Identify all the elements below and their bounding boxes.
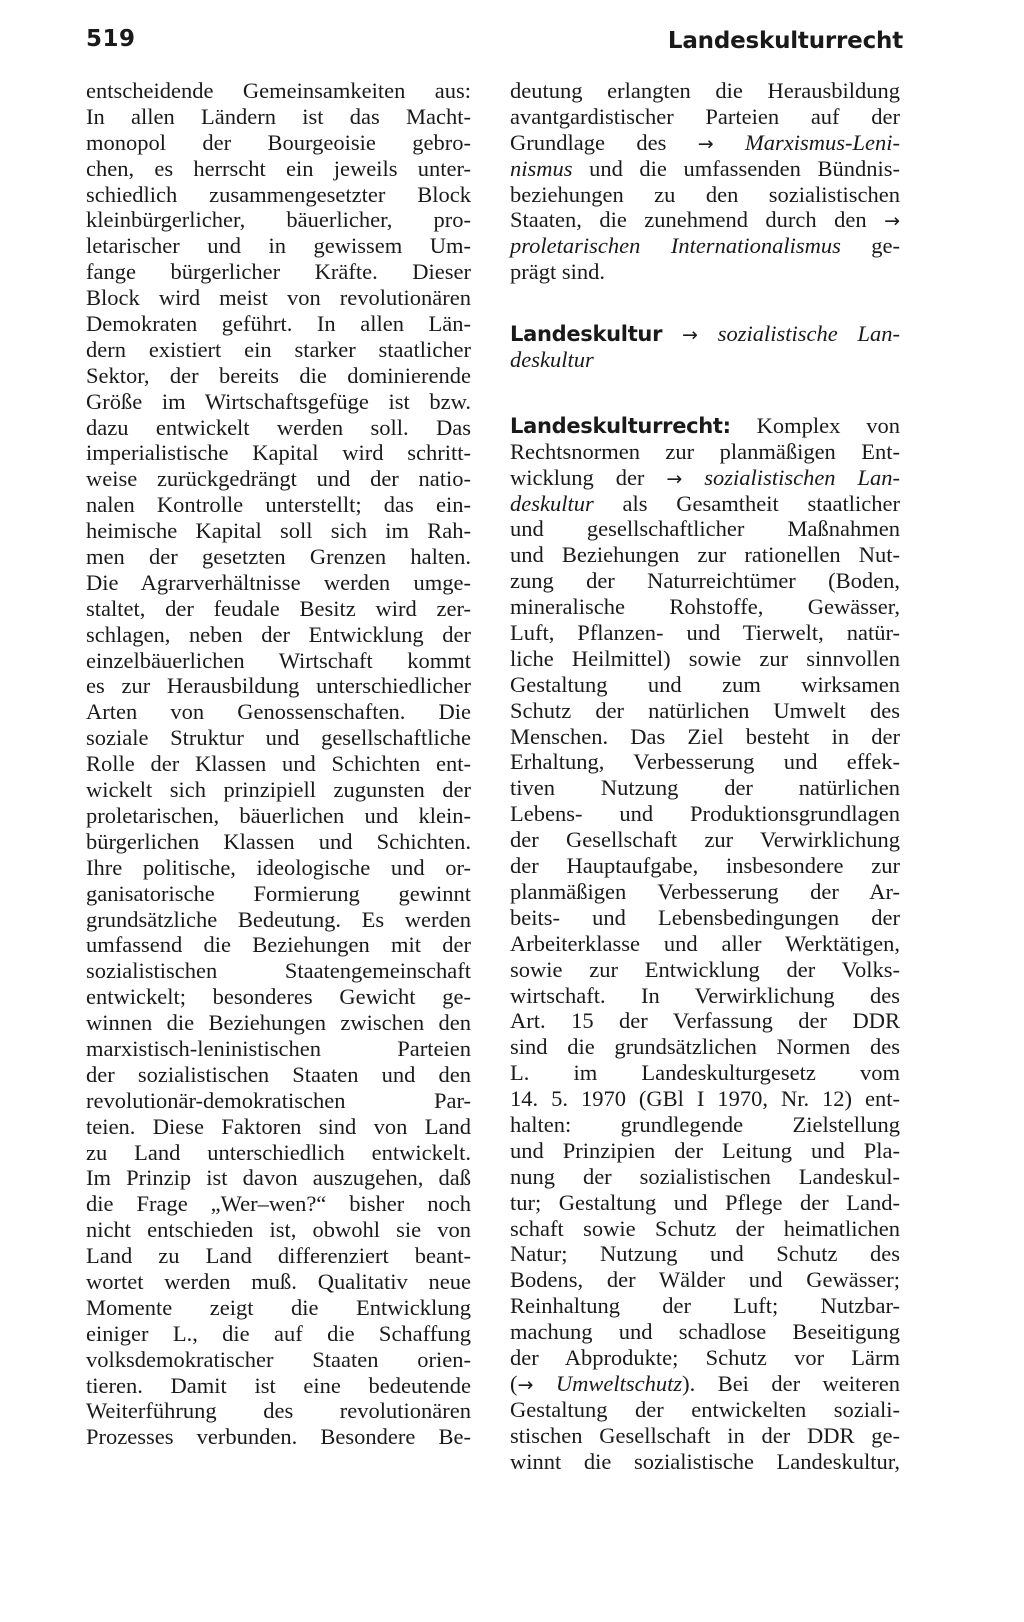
text-line: Demokraten geführt. In allen Län-	[86, 311, 471, 337]
text-line: Reinhaltung der Luft; Nutzbar-	[510, 1293, 900, 1319]
text-line: winnen die Beziehungen zwischen den	[86, 1010, 471, 1036]
text-line: wirtschaft. In Verwirklichung des	[510, 982, 900, 1008]
cross-reference-umweltschutz[interactable]: Umweltschutz	[555, 1370, 683, 1396]
text-line: dern existiert ein starker staatlicher	[86, 336, 471, 362]
text-line: Lebens- und Produktionsgrundlagen	[510, 801, 900, 827]
text-line: marxistisch-leninistischen Parteien	[86, 1035, 471, 1061]
text-line: wickelt sich prinzipiell zugunsten der	[86, 777, 471, 803]
headword-landeskultur: Landeskultur	[510, 322, 663, 347]
text-line: tur; Gestaltung und Pflege der Land-	[510, 1189, 900, 1215]
text-line: Erhaltung, Verbesserung und effek-	[510, 749, 900, 775]
cross-reference-sozialistische-landeskultur[interactable]: sozialistische Lan-	[717, 321, 901, 347]
entry-body-tail	[510, 1397, 900, 1475]
text-line: deutung erlangten die Herausbildung	[510, 78, 900, 103]
text-line: Arten von Genossenschaften. Die	[86, 699, 471, 725]
text-line: Ihre politische, ideologische und or-	[86, 854, 471, 880]
text-line: entwickelt; besonderes Gewicht ge-	[86, 984, 471, 1010]
entry-landeskulturrecht-line	[510, 413, 900, 439]
text-line: beits- und Lebensbedingungen der	[510, 904, 900, 930]
text-line: beziehungen zu den sozialistischen	[510, 181, 900, 207]
text-line: sind die grundsätzlichen Normen des	[510, 1034, 900, 1060]
text-line: kleinbürgerlicher, bäuerlicher, pro-	[86, 207, 471, 233]
text-line	[510, 207, 900, 233]
text-line: Die Agrarverhältnisse werden umge-	[86, 569, 471, 595]
text-line: nung der sozialistischen Landeskul-	[510, 1163, 900, 1189]
text-line: men der gesetzten Grenzen halten.	[86, 544, 471, 570]
entry-body	[510, 516, 900, 1370]
text-line: und Prinzipien der Leitung und Pla-	[510, 1137, 900, 1163]
cross-reference-arrow-icon: →	[517, 1373, 534, 1396]
text-line: monopol der Bourgeoisie gebro-	[86, 129, 471, 155]
text-line: mineralische Rohstoffe, Gewässer,	[510, 594, 900, 620]
text-line: Block wird meist von revolutionären	[86, 285, 471, 311]
running-head: Landeskulturrecht	[667, 28, 903, 54]
text-line: fange bürgerlicher Kräfte. Dieser	[86, 259, 471, 285]
text-line: schlagen, neben der Entwicklung der	[86, 621, 471, 647]
text-line: und Beziehungen zur rationellen Nut-	[510, 542, 900, 568]
text-line: L. im Landeskulturgesetz vom	[510, 1060, 900, 1086]
text-line: volksdemokratischer Staaten orien-	[86, 1346, 471, 1372]
paragraph-gap	[510, 373, 900, 413]
right-column	[510, 78, 900, 1474]
text-line: zung der Naturreichtümer (Boden,	[510, 568, 900, 594]
paragraph-gap	[510, 285, 900, 321]
cross-reference-sozialistische-landeskultur-cont[interactable]: deskultur	[510, 347, 594, 373]
text-line: wortet werden muß. Qualitativ neue	[86, 1268, 471, 1294]
text-line: heimische Kapital soll sich im Rah-	[86, 518, 471, 544]
page-number: 519	[86, 26, 136, 52]
text-line: entscheidende Gemeinsamkeiten aus:	[86, 78, 471, 103]
text-line: einiger L., die auf die Schaffung	[86, 1320, 471, 1346]
cross-reference-proletarischer-internationalismus[interactable]: proletarischen Internationalismus	[510, 233, 841, 259]
text-fragment: und die umfassenden Bündnis-	[572, 155, 900, 181]
text-line: Größe im Wirtschaftsgefüge ist bzw.	[86, 388, 471, 414]
entry-landeskultur-line	[510, 321, 900, 347]
text-line: teien. Diese Faktoren sind von Land	[86, 1113, 471, 1139]
text-line: proletarischen, bäuerlichen und klein-	[86, 802, 471, 828]
text-line: stischen Gesellschaft in der DDR ge-	[510, 1422, 900, 1448]
text-line: schaft sowie Schutz der heimatlichen	[510, 1215, 900, 1241]
text-line	[510, 491, 900, 517]
cross-reference-sozialistische-landeskultur-2-cont[interactable]: deskultur	[510, 490, 594, 516]
text-line: der sozialistischen Staaten und den	[86, 1061, 471, 1087]
text-line	[510, 130, 900, 156]
text-line: staltet, der feudale Besitz wird zer-	[86, 595, 471, 621]
text-line: Prozesses verbunden. Besondere Be-	[86, 1424, 471, 1450]
text-line: die Frage „Wer–wen?“ bisher noch	[86, 1191, 471, 1217]
text-line: liche Heilmittel) sowie zur sinnvollen	[510, 645, 900, 671]
text-line	[510, 156, 900, 182]
text-line: Natur; Nutzung und Schutz des	[510, 1241, 900, 1267]
text-line: Art. 15 der Verfassung der DDR	[510, 1008, 900, 1034]
text-line: letarischer und in gewissem Um-	[86, 233, 471, 259]
text-fragment: Grundlage des	[510, 129, 667, 155]
text-line: Land zu Land differenziert beant-	[86, 1243, 471, 1269]
text-line: dazu entwickelt werden soll. Das	[86, 414, 471, 440]
cross-reference-marxismus-leninismus-cont[interactable]: nismus	[510, 155, 573, 181]
cross-reference-marxismus-leninismus[interactable]: Marxismus-Leni-	[745, 129, 900, 155]
text-line: und gesellschaftlicher Maßnahmen	[510, 516, 900, 542]
text-line: winnt die sozialistische Landeskultur,	[510, 1448, 900, 1474]
text-line	[510, 465, 900, 491]
text-line: der Abprodukte; Schutz vor Lärm	[510, 1344, 900, 1370]
text-line: umfassend die Beziehungen mit der	[86, 932, 471, 958]
text-line: Rolle der Klassen und Schichten ent-	[86, 751, 471, 777]
left-column	[86, 78, 471, 1450]
text-line: Sektor, der bereits die dominierende	[86, 362, 471, 388]
text-line: Gestaltung der entwickelten soziali-	[510, 1396, 900, 1422]
text-line: Schutz der natürlichen Umwelt des	[510, 697, 900, 723]
text-line: einzelbäuerlichen Wirtschaft kommt	[86, 647, 471, 673]
text-line: grundsätzliche Bedeutung. Es werden	[86, 906, 471, 932]
text-line: nicht entschieden ist, obwohl sie von	[86, 1217, 471, 1243]
text-line: sozialistischen Staatengemeinschaft	[86, 958, 471, 984]
cross-reference-arrow-icon: →	[666, 467, 683, 490]
text-line: schiedlich zusammengesetzter Block	[86, 181, 471, 207]
text-line: der Hauptaufgabe, insbesondere zur	[510, 853, 900, 879]
text-fragment: ge-	[840, 233, 901, 259]
cross-reference-arrow-icon: →	[884, 210, 901, 233]
text-line: nalen Kontrolle unterstellt; das ein-	[86, 492, 471, 518]
text-line: Im Prinzip ist davon auszugehen, daß	[86, 1165, 471, 1191]
text-line	[510, 233, 900, 259]
cross-reference-sozialistische-landeskultur-2[interactable]: sozialistischen Lan-	[704, 464, 901, 490]
cross-reference-arrow-icon: →	[681, 324, 698, 347]
text-fragment: Komplex von	[756, 412, 900, 438]
text-line: Gestaltung und zum wirksamen	[510, 671, 900, 697]
text-line: tieren. Damit ist eine bedeutende	[86, 1372, 471, 1398]
text-fragment: (	[510, 1370, 518, 1396]
text-line: es zur Herausbildung unterschiedlicher	[86, 673, 471, 699]
text-line: weise zurückgedrängt und der natio-	[86, 466, 471, 492]
text-line: planmäßigen Verbesserung der Ar-	[510, 878, 900, 904]
text-line	[510, 1371, 900, 1397]
text-fragment: als Gesamtheit staatlicher	[593, 490, 900, 516]
text-line: Weiterführung des revolutionären	[86, 1398, 471, 1424]
text-line: bürgerlichen Klassen und Schichten.	[86, 828, 471, 854]
text-line: soziale Struktur und gesellschaftliche	[86, 725, 471, 751]
text-line: prägt sind.	[510, 259, 605, 285]
text-line: 14. 5. 1970 (GBl I 1970, Nr. 12) ent-	[510, 1086, 900, 1112]
text-line: In allen Ländern ist das Macht-	[86, 103, 471, 129]
text-line: tiven Nutzung der natürlichen	[510, 775, 900, 801]
text-line: Menschen. Das Ziel besteht in der	[510, 723, 900, 749]
text-fragment: wicklung der	[510, 464, 645, 490]
text-line: sowie zur Entwicklung der Volks-	[510, 956, 900, 982]
text-fragment: ). Bei der weiteren	[682, 1370, 901, 1396]
text-line: Luft, Pflanzen- und Tierwelt, natür-	[510, 620, 900, 646]
text-line: der Gesellschaft zur Verwirklichung	[510, 827, 900, 853]
text-line: Momente zeigt die Entwicklung	[86, 1294, 471, 1320]
text-fragment: Staaten, die zunehmend durch den	[510, 207, 867, 233]
text-line: chen, es herrscht ein jeweils unter-	[86, 155, 471, 181]
text-line: halten: grundlegende Zielstellung	[510, 1111, 900, 1137]
text-line	[510, 347, 900, 373]
cross-reference-arrow-icon: →	[697, 132, 714, 155]
text-line: Bodens, der Wälder und Gewässer;	[510, 1267, 900, 1293]
headword-landeskulturrecht: Landeskulturrecht:	[510, 413, 731, 438]
text-line: revolutionär-demokratischen Par-	[86, 1087, 471, 1113]
text-line: zu Land unterschiedlich entwickelt.	[86, 1139, 471, 1165]
text-line: machung und schadlose Beseitigung	[510, 1319, 900, 1345]
text-line: avantgardistischer Parteien auf der	[510, 103, 900, 129]
text-line: imperialistische Kapital wird schritt-	[86, 440, 471, 466]
text-line: Rechtsnormen zur planmäßigen Ent-	[510, 438, 900, 464]
text-line: Arbeiterklasse und aller Werktätigen,	[510, 930, 900, 956]
text-line: ganisatorische Formierung gewinnt	[86, 880, 471, 906]
